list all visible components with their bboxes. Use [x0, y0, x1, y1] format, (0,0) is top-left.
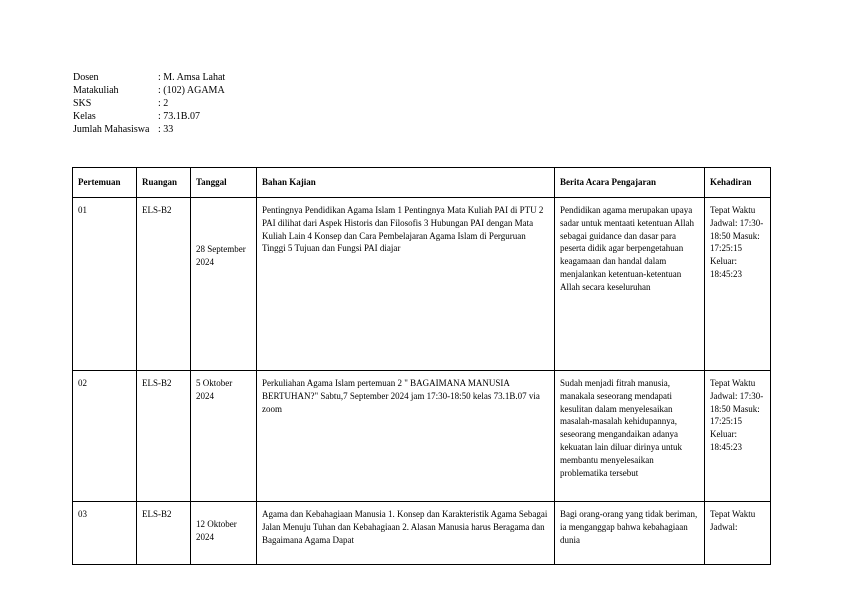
header-ruangan: Ruangan — [137, 168, 191, 198]
info-row-jumlah-mahasiswa — [73, 123, 225, 136]
cell-ruangan: ELS-B2 — [137, 198, 191, 371]
course-info — [73, 71, 225, 136]
info-row-dosen — [73, 71, 225, 84]
info-row-sks — [73, 97, 225, 110]
info-value: : M. Amsa Lahat — [158, 72, 226, 83]
cell-pertemuan: 01 — [73, 198, 137, 371]
cell-tanggal: 28 September 2024 — [191, 198, 257, 371]
info-value: : 73.1B.07 — [158, 111, 200, 122]
info-row-kelas — [73, 110, 225, 123]
cell-kehadiran: Tepat Waktu Jadwal: 17:30-18:50 Masuk: 17:25:15 Keluar: 18:45:23 — [705, 371, 771, 502]
attendance-table — [72, 167, 771, 565]
cell-berita-acara: Bagi orang-orang yang tidak beriman, ia menganggap bahwa kebahagiaan dunia — [555, 502, 705, 565]
info-value: : 2 — [158, 98, 169, 109]
cell-bahan-kajian: Perkuliahan Agama Islam pertemuan 2 " BAGAIMANA MANUSIA BERTUHAN?" Sabtu,7 September 2024 jam 17:30-18:50 kelas 73.1B.07 via zoom — [257, 371, 555, 502]
cell-berita-acara: Sudah menjadi fitrah manusia, manakala seseorang mendapati kesulitan dalam menyelesaikan masalah-masalah kehidupannya, seseorang mengandaikan adanya kekuatan lain diluar dirinya untuk membantu menyelesaikan problematika tersebut — [555, 371, 705, 502]
header-bahan-kajian: Bahan Kajian — [257, 168, 555, 198]
header-kehadiran: Kehadiran — [705, 168, 771, 198]
cell-tanggal: 5 Oktober 2024 — [191, 371, 257, 502]
cell-tanggal: 12 Oktober 2024 — [191, 502, 257, 565]
info-label: Kelas — [73, 111, 96, 122]
cell-bahan-kajian: Pentingnya Pendidikan Agama Islam 1 Pentingnya Mata Kuliah PAI di PTU 2 PAI dilihat dari Aspek Historis dan Filosofis 3 Hubungan PAI dengan Mata Kuliah Lain 4 Konsep dan Cara Pembelajaran Agama Islam di Perguruan Tinggi 5 Tujuan dan Fungsi PAI diajar — [257, 198, 555, 371]
header-pertemuan: Pertemuan — [73, 168, 137, 198]
cell-ruangan: ELS-B2 — [137, 502, 191, 565]
cell-berita-acara: Pendidikan agama merupakan upaya sadar untuk mentaati ketentuan Allah sebagai guidance dan dasar para peserta didik agar berpengetahuan keagamaan dan handal dalam menjalankan ketentuan-ketentuan Allah secara keseluruhan — [555, 198, 705, 371]
cell-pertemuan: 02 — [73, 371, 137, 502]
table-row — [73, 502, 771, 565]
cell-pertemuan: 03 — [73, 502, 137, 565]
header-tanggal: Tanggal — [191, 168, 257, 198]
cell-kehadiran: Tepat Waktu Jadwal: — [705, 502, 771, 565]
table-row — [73, 371, 771, 502]
info-row-matakuliah — [73, 84, 225, 97]
info-label: SKS — [73, 98, 92, 109]
info-value: : (102) AGAMA — [158, 85, 225, 96]
header-berita-acara: Berita Acara Pengajaran — [555, 168, 705, 198]
table-row — [73, 198, 771, 371]
cell-ruangan: ELS-B2 — [137, 371, 191, 502]
info-value: : 33 — [158, 124, 174, 135]
table-header-row — [73, 168, 771, 198]
info-label: Dosen — [73, 72, 99, 83]
cell-bahan-kajian: Agama dan Kebahagiaan Manusia 1. Konsep dan Karakteristik Agama Sebagai Jalan Menuju Tuhan dan Kebahagiaan 2. Alasan Manusia harus Beragama dan Bagaimana Agama Dapat — [257, 502, 555, 565]
info-label: Matakuliah — [73, 85, 119, 96]
info-label: Jumlah Mahasiswa — [73, 124, 150, 135]
cell-kehadiran: Tepat Waktu Jadwal: 17:30-18:50 Masuk: 17:25:15 Keluar: 18:45:23 — [705, 198, 771, 371]
